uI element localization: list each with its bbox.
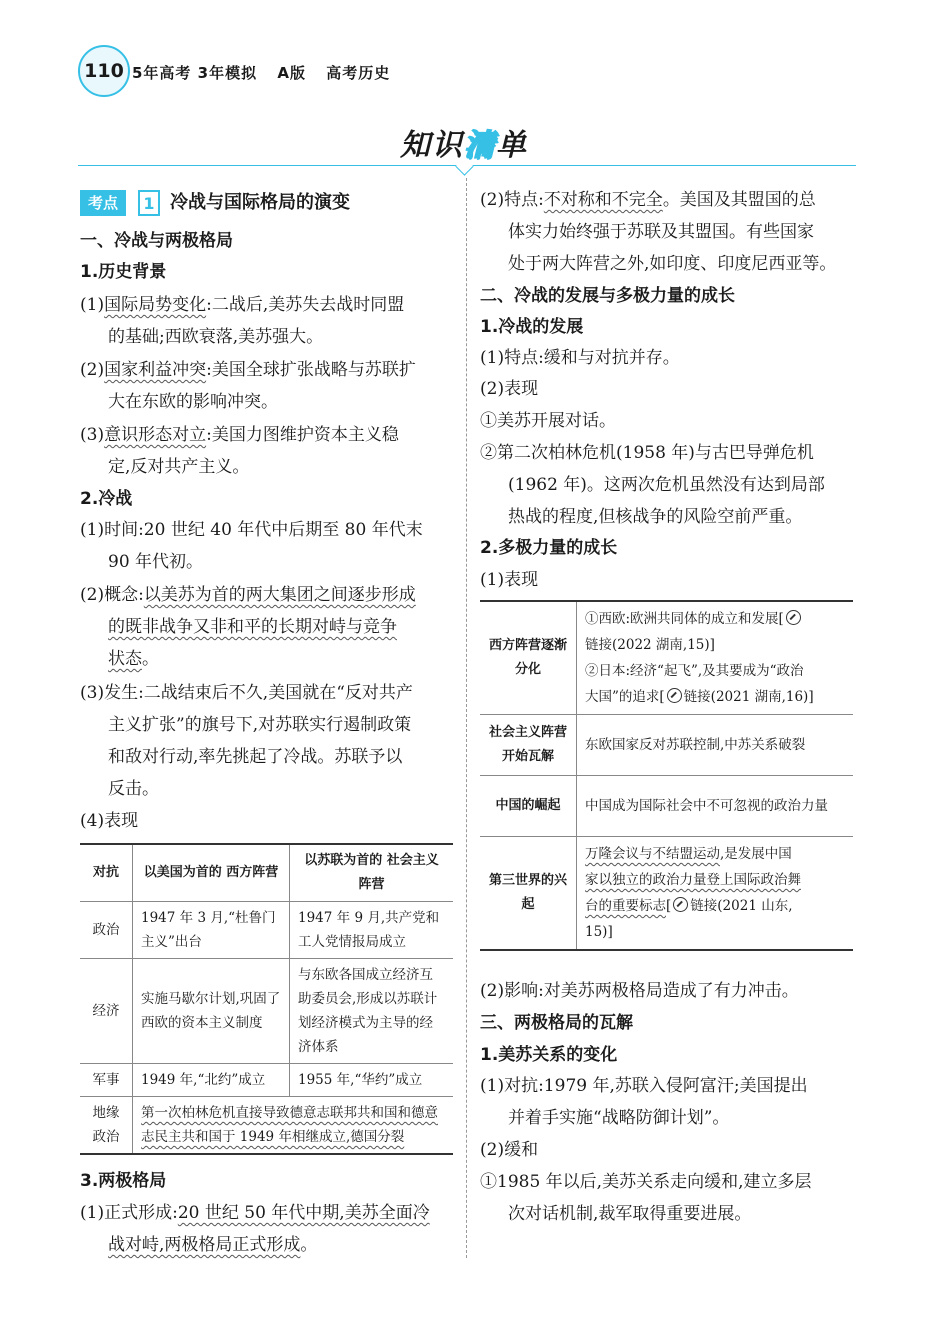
bipolar-formation-cont: 战对峙,两极格局正式形成。 <box>108 1235 318 1255</box>
east-cell: 1955 年,“华约”成立 <box>290 1064 454 1097</box>
table-header-east: 以苏联为首的 社会主义阵营 <box>290 844 454 902</box>
relations-detente-item-cont: 次对话机制,裁军取得重要进展。 <box>508 1204 752 1224</box>
row-label: 社会主义阵营开始瓦解 <box>480 715 577 776</box>
link-icon <box>667 688 682 703</box>
column-divider <box>466 178 467 1258</box>
multipolar-impact: (2)影响:对美苏两极格局造成了有力冲击。 <box>480 981 799 1001</box>
row-content: 万隆会议与不结盟运动,是发展中国 家以独立的政治力量登上国际政治舞 台的重要标志[ 链接(2021 山东, 15)] <box>577 837 854 951</box>
relations-confrontation-cont: 并着手实施“战略防御计划”。 <box>508 1108 730 1128</box>
banner-word-1: 知识 <box>400 128 464 163</box>
heading-cold-war-development: 1.冷战的发展 <box>480 317 584 337</box>
bipolar-feature-cont1: 体实力始终强于苏联及其盟国。有些国家 <box>508 222 814 242</box>
dev-item-2-cont2: 热战的程度,但核战争的风险空前严重。 <box>508 507 803 527</box>
heading-multipolar: 二、冷战的发展与多极力量的成长 <box>480 286 735 306</box>
multipolar-table <box>480 600 853 951</box>
row-label: 中国的崛起 <box>480 776 577 837</box>
table-header-west: 以美国为首的 西方阵营 <box>133 844 290 902</box>
heading-background: 1.历史背景 <box>80 262 167 282</box>
bipolar-feature-cont2: 处于两大阵营之外,如印度、印度尼西亚等。 <box>508 254 837 274</box>
east-cell: 1947 年 9 月,共产党和工人党情报局成立 <box>290 902 454 959</box>
row-label: 政治 <box>80 902 133 959</box>
page-number: 110 <box>84 60 124 82</box>
table-row <box>480 776 853 837</box>
geo-cell: 第一次柏林危机直接导致德意志联邦共和国和德意志民主共和国于 1949 年相继成立,德国分裂 <box>133 1097 454 1155</box>
dev-item-2: ②第二次柏林危机(1958 年)与古巴导弹危机 <box>480 443 814 463</box>
heading-us-soviet-relations: 1.美苏关系的变化 <box>480 1045 618 1065</box>
link-icon <box>786 610 801 625</box>
cold-war-manifestation: (4)表现 <box>80 811 139 831</box>
row-label: 军事 <box>80 1064 133 1097</box>
table-row <box>480 837 853 951</box>
east-cell: 与东欧各国成立经济互助委员会,形成以苏联计划经济模式为主导的经济体系 <box>290 959 454 1064</box>
relations-confrontation: (1)对抗:1979 年,苏联入侵阿富汗;美国提出 <box>480 1076 808 1096</box>
table-header-confront: 对抗 <box>80 844 133 902</box>
west-cell: 1949 年,“北约”成立 <box>133 1064 290 1097</box>
row-label: 地缘政治 <box>80 1097 133 1155</box>
cold-war-time: (1)时间:20 世纪 40 年代中后期至 80 年代末 <box>80 520 423 540</box>
cold-war-origin-cont1: 主义扩张”的旗号下,对苏联实行遏制政策 <box>108 715 412 735</box>
cold-war-origin-cont2: 和敌对行动,率先挑起了冷战。苏联予以 <box>108 747 403 767</box>
background-item-3: (3)意识形态对立:美国力图维护资本主义稳 <box>80 425 399 445</box>
bipolar-formation: (1)正式形成:20 世纪 50 年代中期,美苏全面冷 <box>80 1203 430 1223</box>
heading-cold-war: 2.冷战 <box>80 489 133 509</box>
banner-word-2: 清 <box>464 128 496 163</box>
link-icon <box>673 897 688 912</box>
background-item-3-cont: 定,反对共产主义。 <box>108 457 250 477</box>
cold-war-concept-cont2: 状态。 <box>108 649 159 669</box>
row-label: 西方阵营逐渐分化 <box>480 601 577 715</box>
background-item-1: (1)国际局势变化:二战后,美苏失去战时同盟 <box>80 295 405 315</box>
background-item-2: (2)国家利益冲突:美国全球扩张战略与苏联扩 <box>80 360 416 380</box>
heading-multipolar-growth: 2.多极力量的成长 <box>480 538 618 558</box>
cold-war-time-cont: 90 年代初。 <box>108 552 204 572</box>
cold-war-origin: (3)发生:二战结束后不久,美国就在“反对共产 <box>80 683 413 703</box>
section-tag: 考点 <box>80 190 126 216</box>
west-cell: 1947 年 3 月,“杜鲁门主义”出台 <box>133 902 290 959</box>
book-title: 5年高考 3年模拟 <box>132 64 258 82</box>
cold-war-origin-cont3: 反击。 <box>108 779 159 799</box>
relations-detente-item: ①1985 年以后,美苏关系走向缓和,建立多层 <box>480 1172 812 1192</box>
background-item-2-cont: 大在东欧的影响冲突。 <box>108 392 278 412</box>
row-label: 经济 <box>80 959 133 1064</box>
heading-bipolar-collapse: 三、两极格局的瓦解 <box>480 1013 633 1033</box>
running-header <box>132 62 404 83</box>
multipolar-manifestation: (1)表现 <box>480 570 539 590</box>
edition-label: A版 <box>277 64 306 82</box>
dev-feature: (1)特点:缓和与对抗并存。 <box>480 348 680 368</box>
row-label: 第三世界的兴起 <box>480 837 577 951</box>
row-content: 中国成为国际社会中不可忽视的政治力量 <box>577 776 854 837</box>
row-content: ①西欧:欧洲共同体的成立和发展[ 链接(2022 湖南,15)] ②日本:经济“起飞”,及其要成为“政治 大国”的追求[ 链接(2021 湖南,16)] <box>577 601 854 715</box>
section-title: 冷战与国际格局的演变 <box>170 192 350 213</box>
west-cell: 实施马歇尔计划,巩固了西欧的资本主义制度 <box>133 959 290 1064</box>
background-item-1-cont: 的基础;西欧衰落,美苏强大。 <box>108 327 324 347</box>
subject-label: 高考历史 <box>326 64 391 82</box>
banner-word-3: 单 <box>496 128 528 163</box>
dev-item-1: ①美苏开展对话。 <box>480 411 616 431</box>
cold-war-concept: (2)概念:以美苏为首的两大集团之间逐步形成 <box>80 585 416 605</box>
cold-war-concept-cont: 的既非战争又非和平的长期对峙与竞争 <box>108 617 397 637</box>
table-row <box>80 902 453 959</box>
table-row <box>480 601 853 715</box>
dev-manifestation: (2)表现 <box>480 379 539 399</box>
relations-detente: (2)缓和 <box>480 1140 539 1160</box>
confrontation-table <box>80 843 453 1155</box>
heading-cold-war-bipolar: 一、冷战与两极格局 <box>80 231 233 251</box>
table-row <box>80 1097 453 1155</box>
bipolar-feature: (2)特点:不对称和不完全。美国及其盟国的总 <box>480 190 816 210</box>
table-row <box>80 1064 453 1097</box>
table-row <box>80 959 453 1064</box>
heading-bipolar: 3.两极格局 <box>80 1171 167 1191</box>
dev-item-2-cont1: (1962 年)。这两次危机虽然没有达到局部 <box>508 475 825 495</box>
table-row <box>480 715 853 776</box>
section-number: 1 <box>138 190 160 216</box>
row-content: 东欧国家反对苏联控制,中苏关系破裂 <box>577 715 854 776</box>
